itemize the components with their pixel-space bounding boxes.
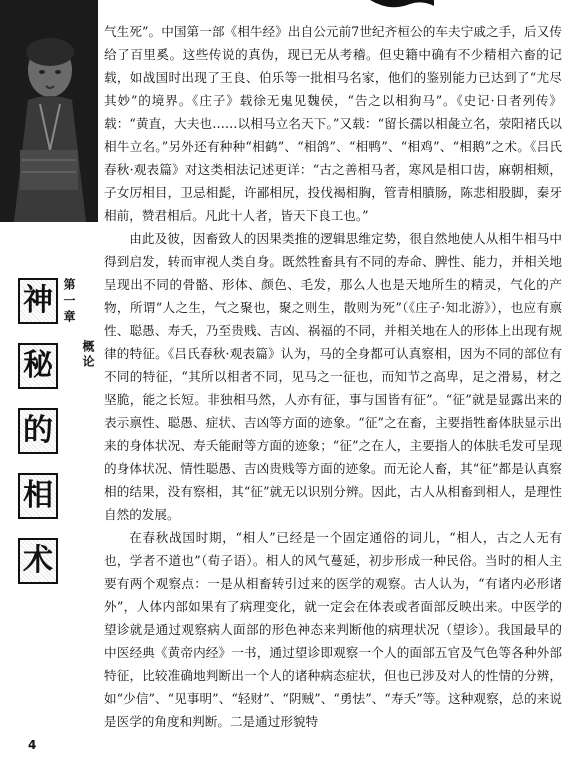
title-char: 秘 bbox=[18, 343, 58, 389]
portrait-figure-image bbox=[0, 0, 98, 222]
paragraph: 由此及彼，因畜致人的因果类推的逻辑思维定势，很自然地使人从相牛相马中得到启发，转而审视人类自身。既然牲畜具有不同的寿命、脾性、能力，并相关地呈现出不同的骨骼、形体、颜色、毛发，那么人也是天地所生的精灵，气化的产物，所谓“人之生，气之聚也，聚之则生，散则为死”（《庄子·知北游》），也应有禀性、聪愚、寿夭，乃至贵贱、吉凶、祸福的不同，并相关地在人的形体上出现有规律的特征。《吕氏春秋·观表篇》认为，马的全身都可认真察相，因为不同的部位有不同的特征，“其所以相者不同，见马之一征也，而知节之高卑，足之滑易，材之坚脆，能之长短。非独相马然，人亦有征，事与国皆有征”。“征”就是显露出来的表示禀性、聪愚、症状、吉凶等方面的迹象。“征”之在畜，主要指牲畜体肤显示出来的身体状况、寿夭能耐等方面的迹象；“征”之在人，主要指人的体肤毛发可呈现的身体状况、情性聪愚、吉凶贵贱等方面的迹象。而无论人畜，其“征”都是认真察相的结果，没有察相，其“征”就无以识别分辨。因此，古人从相畜到相人，是理性自然的发展。 bbox=[104, 231, 562, 522]
chapter-label: 第一章 bbox=[62, 278, 76, 326]
section-label: 概论 bbox=[81, 340, 95, 370]
title-char: 的 bbox=[18, 408, 58, 454]
paragraph: 在春秋战国时期，“相人”已经是一个固定通俗的词儿，“相人，古之人无有也，学者不道也”（荀子语）。相人的风气蔓延，初步形成一种民俗。当时的相人主要有两个观察点：一是从相畜转引过来的医学的观察。古人认为，“有诸内必形诸外”，人体内部如果有了病理变化，就一定会在体表或者面部反映出来。中医学的望诊就是通过观察病人面部的形色神态来判断他的病理状况（望诊）。我国最早的中医经典《黄帝内经》一书，通过望诊即观察一个人的面部五官及气色等各种外部特征，比较准确地判断出一个人的诸种病态症状，但也已涉及对人的性情的分辨，如“少信”、“见事明”、“轻财”、“阴贼”、“勇怯”、“寿夭”等。这种观察，总的来说是医学的角度和判断。二是通过形貌特 bbox=[104, 530, 562, 729]
paragraph: 气生死”。中国第一部《相牛经》出自公元前7世纪齐桓公的车夫宁戚之手，后又传给了百里奚。这些传说的真伪，现已无从考稽。但史籍中确有不少精相六畜的记载，如战国时出现了王良、伯乐等一批相马名家，他们的鉴别能力已达到了“尤尽其妙”的境界。《庄子》载徐无鬼见魏侯，“告之以相狗马”。《史记·日者列传》载：“黄直，大夫也……以相马立名天下。”又载：“留长孺以相彘立名，荥阳褚氏以相牛立名。”另外还有种种“相鹤”、“相鸽”、“相鸭”、“相鸡”、“相鹅”之术。《吕氏春秋·观表篇》对这类相法记述更详：“古之善相马者，寒风是相口齿，麻朝相颊，子女厉相目，卫忌相髭，许鄙相尻，投伐褐相胸，管青相膹肠，陈悲相股脚，秦牙相前，赞君相后。凡此十人者，皆天下良工也。” bbox=[104, 24, 562, 223]
title-char: 相 bbox=[18, 473, 58, 519]
top-ornament-decoration bbox=[370, 0, 434, 10]
title-char: 术 bbox=[18, 538, 58, 584]
vertical-book-title bbox=[18, 278, 56, 584]
main-text-body bbox=[104, 20, 562, 733]
portrait-illustration bbox=[0, 0, 98, 222]
page-number: 4 bbox=[28, 738, 37, 752]
title-char: 神 bbox=[18, 278, 58, 324]
